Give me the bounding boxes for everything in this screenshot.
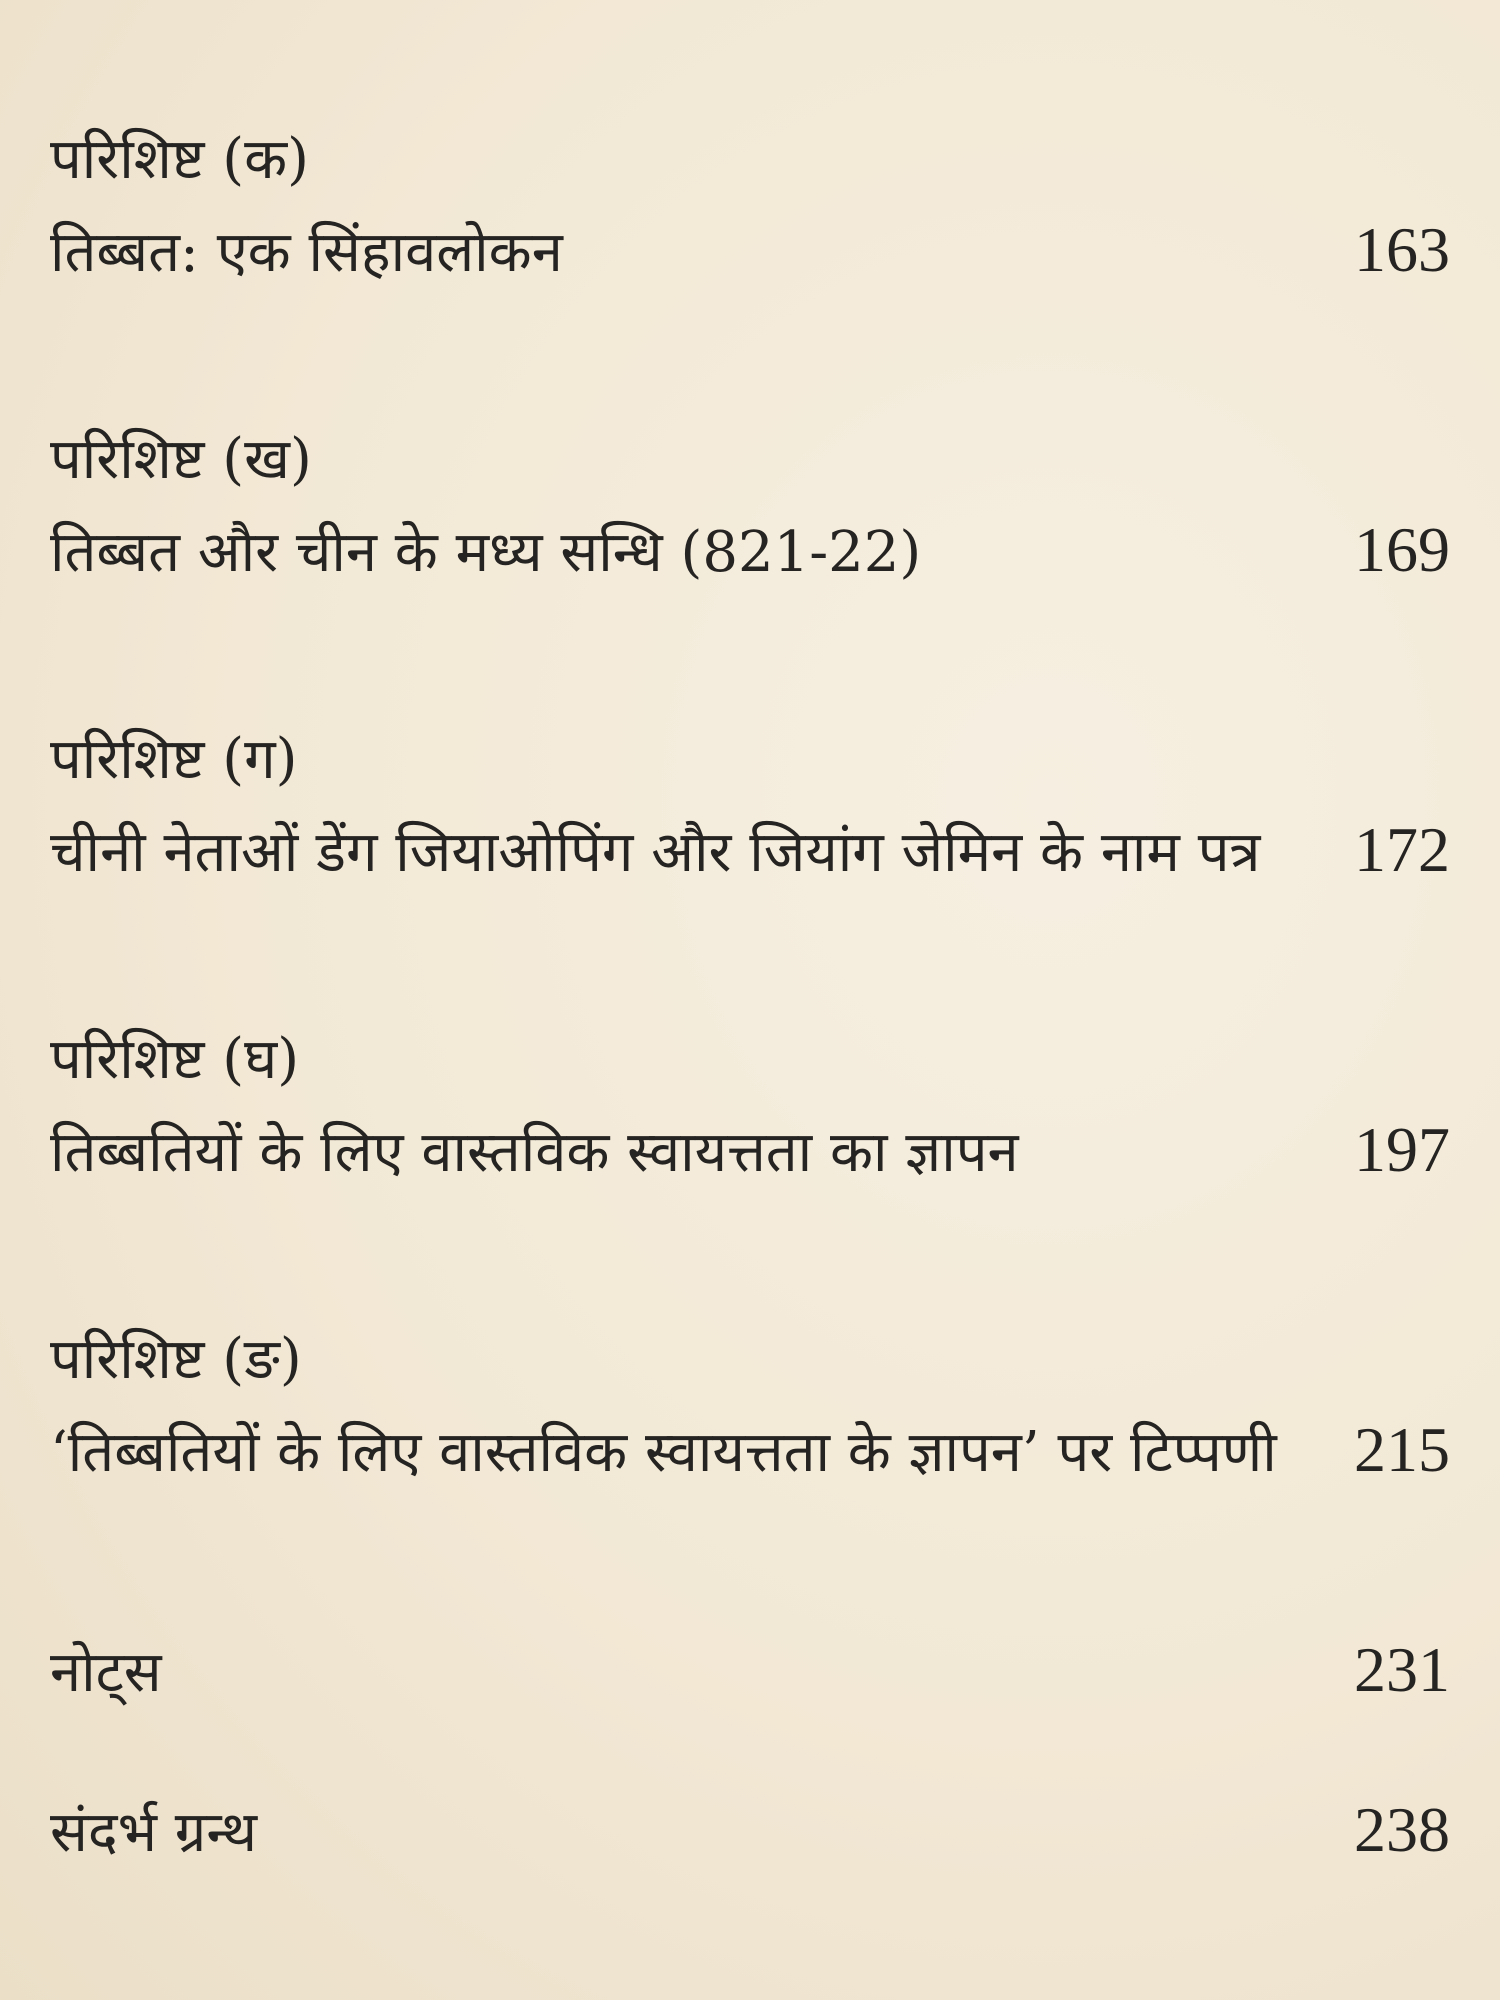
entry-page-number: 169 [1354, 514, 1450, 585]
entry-page-number: 215 [1354, 1414, 1450, 1485]
appendix-heading: परिशिष्ट (ङ) [50, 1327, 302, 1392]
toc-entry [50, 1100, 1450, 1200]
toc-entry-notes [50, 1620, 1450, 1720]
entry-title: तिब्बतियों के लिए वास्तविक स्वायत्तता का ज्ञापन [50, 1120, 1019, 1185]
entry-title: ‘तिब्बतियों के लिए वास्तविक स्वायत्तता के ज्ञापन’ पर टिप्पणी [50, 1420, 1277, 1485]
toc-entry [50, 500, 1450, 600]
entry-page-number: 172 [1354, 814, 1450, 885]
toc-section-d [50, 1020, 1450, 1200]
appendix-heading: परिशिष्ट (क) [50, 127, 310, 192]
appendix-heading: परिशिष्ट (घ) [50, 1027, 300, 1092]
entry-title: तिब्बत: एक सिंहावलोकन [50, 220, 563, 285]
entry-title: संदर्भ ग्रन्थ [50, 1800, 258, 1865]
toc-entry [50, 200, 1450, 300]
entry-title: चीनी नेताओं डेंग जियाओपिंग और जियांग जेमिन के नाम पत्र [50, 820, 1261, 885]
spacer [50, 1200, 1450, 1320]
entry-page-number: 197 [1354, 1114, 1450, 1185]
toc-section-c [50, 720, 1450, 900]
entry-page-number: 163 [1354, 214, 1450, 285]
toc-entry [50, 800, 1450, 900]
entry-page-number: 231 [1354, 1634, 1450, 1705]
toc-entry [50, 1400, 1450, 1500]
spacer [50, 300, 1450, 420]
spacer [50, 900, 1450, 1020]
entry-page-number: 238 [1354, 1794, 1450, 1865]
spacer [50, 1500, 1450, 1620]
entry-title: नोट्स [50, 1640, 162, 1705]
appendix-heading: परिशिष्ट (ग) [50, 727, 298, 792]
entry-title: तिब्बत और चीन के मध्य सन्धि (821-22) [50, 520, 922, 585]
spacer [50, 600, 1450, 720]
toc-section-e [50, 1320, 1450, 1500]
table-of-contents [50, 120, 1450, 1880]
toc-section-b [50, 420, 1450, 600]
appendix-heading: परिशिष्ट (ख) [50, 427, 312, 492]
spacer [50, 1720, 1450, 1780]
toc-section-a [50, 120, 1450, 300]
toc-entry-bibliography [50, 1780, 1450, 1880]
